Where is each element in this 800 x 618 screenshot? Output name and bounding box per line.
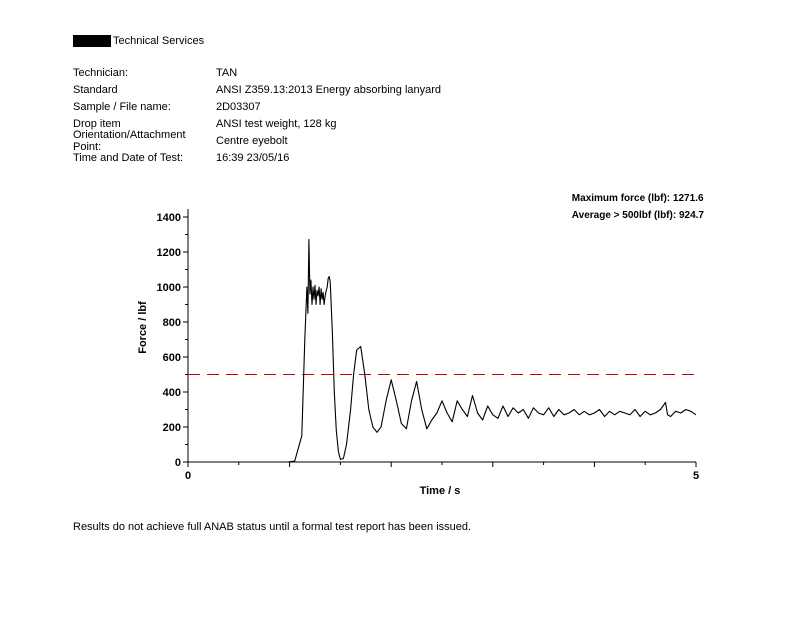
info-label: Standard [73,83,118,96]
info-label: Time and Date of Test: [73,151,184,164]
info-label: Drop item [73,117,121,130]
y-tick-label: 200 [162,422,181,434]
info-value: ANSI Z359.13:2013 Energy absorbing lanyard [216,83,442,96]
y-tick-label: 0 [174,457,181,469]
y-tick-label: 800 [162,317,181,329]
info-label: Technician: [73,66,129,79]
max-force-value: 1271.6 [672,193,704,204]
info-label: Orientation/Attachment Point: [73,128,186,153]
y-tick-label: 1000 [156,282,181,294]
max-force-label: Maximum force (lbf): [571,193,671,204]
x-tick-label: 5 [692,470,700,482]
force-series-line [188,240,696,463]
x-tick-label: 0 [184,470,192,482]
header-title: Technical Services [113,35,205,47]
y-tick-label: 1200 [156,247,181,259]
y-tick-label: 1400 [156,212,181,224]
y-tick-label: 600 [162,352,181,364]
y-tick-label: 400 [162,387,181,399]
info-value: 16:39 23/05/16 [216,151,290,164]
x-axis-label: Time / s [419,485,461,497]
info-value: TAN [216,66,238,79]
y-axis-label: Force / lbf [137,301,149,354]
info-value: ANSI test weight, 128 kg [216,117,337,130]
info-value: Centre eyebolt [216,134,288,147]
avg-force-value: 924.7 [678,210,704,221]
info-value: 2D03307 [216,100,261,113]
info-label: Sample / File name: [73,100,171,113]
avg-force-label: Average > 500lbf (lbf): [571,210,677,221]
footer-note: Results do not achieve full ANAB status until a formal test report has been issued. [73,521,472,533]
